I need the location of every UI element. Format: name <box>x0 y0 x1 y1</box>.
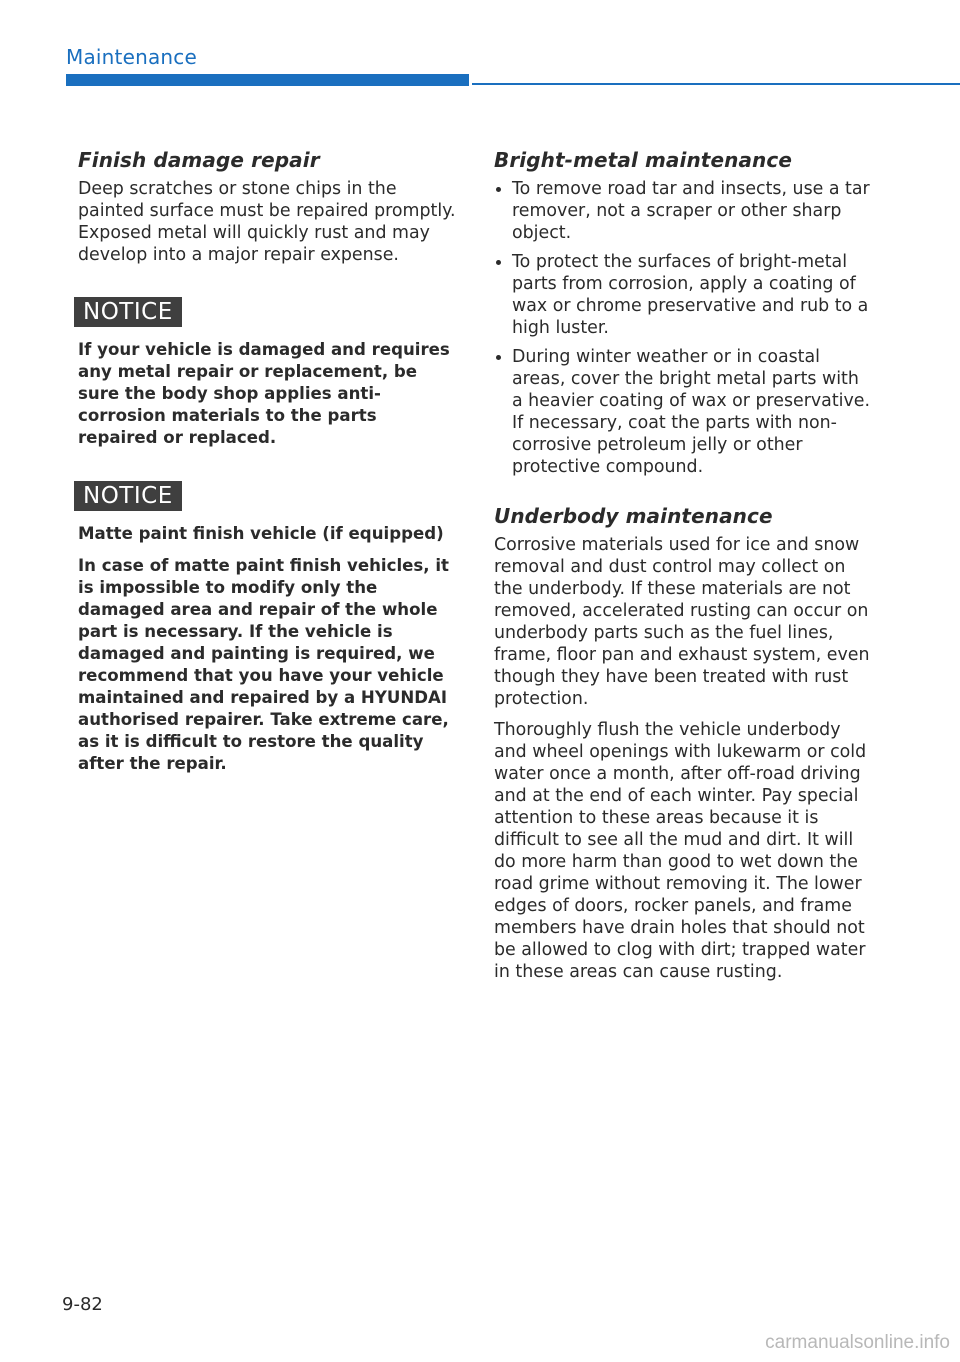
underbody-paragraph-2: Thoroughly flush the vehicle underbody and wheel openings with lukewarm or cold water once a month, after off-road driving and at the end of each winter. Pay special attention to these areas because it is difficult to see all the mud and dirt. It will do more harm than good to wet down the road grime without removing it. The lower edges of doors, rocker panels, and frame members have drain holes that should not be allowed to clog with dirt; trapped water in these areas can cause rusting. <box>494 720 867 982</box>
notice-badge-1: NOTICE <box>74 297 182 327</box>
left-column <box>78 148 458 785</box>
finish-damage-body: Deep scratches or stone chips in the painted surface must be repaired promptly. Exposed metal will quickly rust and may develop into a major repair expense. <box>78 179 456 265</box>
notice-subtitle-2: Matte paint finish vehicle (if equipped) <box>78 524 444 543</box>
right-column <box>494 148 874 992</box>
notice-badge-2: NOTICE <box>74 481 182 511</box>
list-item: During winter weather or in coastal areas, cover the bright metal parts with a heavier coating of wax or preservative. If necessary, coat the parts with non-corrosive petroleum jelly or other protective compound. <box>494 346 874 478</box>
page-number: 9-82 <box>62 1294 103 1315</box>
header-bar <box>66 74 469 86</box>
underbody-paragraph-1: Corrosive materials used for ice and snow removal and dust control may collect on the underbody. If these materials are not removed, accelerated rusting can occur on underbody parts such as the fuel lines, frame, floor pan and exhaust system, even though they have been treated with rust protection. <box>494 535 870 709</box>
notice-text-2: In case of matte paint finish vehicles, it is impossible to modify only the damaged area and repair of the whole part is necessary. If the vehicle is damaged and painting is required, we recommend that you have your vehicle maintained and repaired by a HYUNDAI authorised repairer. Take extreme care, as it is difficult to restore the quality after the repair. <box>78 556 449 773</box>
watermark: carmanualsonline.info <box>765 1332 950 1353</box>
finish-damage-heading: Finish damage repair <box>78 148 320 172</box>
list-item: To protect the surfaces of bright-metal parts from corrosion, apply a coating of wax or chrome preservative and rub to a high luster. <box>494 251 874 339</box>
list-item: To remove road tar and insects, use a tar remover, not a scraper or other sharp object. <box>494 178 874 244</box>
section-title: Maintenance <box>66 45 197 69</box>
bright-metal-heading: Bright-metal maintenance <box>494 148 793 172</box>
header-rule <box>472 83 960 85</box>
underbody-heading: Underbody maintenance <box>494 504 773 528</box>
notice-text-1: If your vehicle is damaged and requires any metal repair or replacement, be sure the body shop applies anti-corrosion materials to the parts repaired or replaced. <box>78 340 450 447</box>
bright-metal-list <box>494 178 874 478</box>
